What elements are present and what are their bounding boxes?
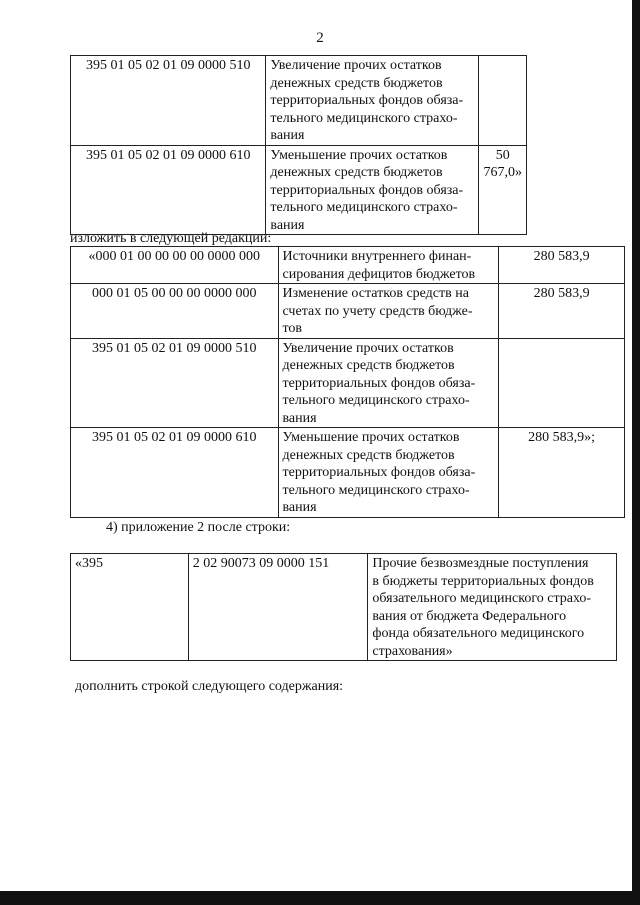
description-line: Источники внутреннего финан- [282, 249, 472, 264]
scan-edge-right [632, 0, 640, 905]
section-heading: 4) приложение 2 после строки: [106, 520, 291, 535]
revenue-table [70, 553, 617, 661]
closing-text: дополнить строкой следующего содержания: [75, 679, 344, 694]
page-number: 2 [316, 30, 324, 46]
description-cell [278, 338, 499, 428]
description-line: счетах по учету средств бюдже- [282, 303, 473, 319]
amount-cell [479, 56, 527, 146]
description-cell [278, 428, 499, 518]
description-line: денежных средств бюджетов [282, 447, 455, 463]
description-line: вания [282, 410, 317, 426]
description-cell [368, 554, 617, 661]
description-line: территориальных фондов обяза- [270, 93, 464, 108]
admin-code-cell: «395 [71, 554, 189, 661]
description-line: денежных средств бюджетов [270, 75, 443, 91]
description-line: Уменьшение прочих остатков [282, 430, 460, 445]
description-line: обязательного медицинского страхо- [372, 591, 592, 606]
budget-code-cell: 395 01 05 02 01 09 0000 510 [71, 338, 279, 428]
description-line: в бюджеты территориальных фондов [372, 573, 594, 589]
table-row [71, 284, 625, 339]
description-line: денежных средств бюджетов [282, 358, 455, 373]
table-row [71, 247, 625, 284]
budget-code-cell: 2 02 90073 09 0000 151 [188, 554, 368, 661]
description-line: страхования» [372, 643, 453, 659]
amount-cell: 50 767,0» [479, 145, 527, 235]
budget-code-cell: 395 01 05 02 01 09 0000 610 [71, 428, 279, 518]
description-line: территориальных фондов обяза- [270, 182, 464, 198]
description-line: денежных средств бюджетов [270, 165, 443, 180]
intro-text: изложить в следующей редакции: [70, 231, 272, 246]
amount-cell: 280 583,9 [499, 247, 625, 284]
amount-cell: 280 583,9»; [499, 428, 625, 518]
description-line: Изменение остатков средств на [282, 286, 469, 301]
table-row [71, 56, 527, 146]
description-cell [278, 247, 499, 284]
description-line: вания [282, 500, 317, 515]
description-line: вания [270, 128, 305, 143]
description-line: тельного медицинского страхо- [270, 200, 458, 215]
description-line: тельного медицинского страхо- [270, 110, 458, 126]
description-line: тельного медицинского страхо- [282, 482, 470, 498]
description-cell [278, 284, 499, 339]
description-cell [266, 56, 479, 146]
description-line: территориальных фондов обяза- [282, 465, 476, 480]
description-cell [266, 145, 479, 235]
description-line: Прочие безвозмездные поступления [372, 556, 589, 571]
description-line: Увеличение прочих остатков [282, 340, 454, 356]
description-line: вания от бюджета Федерального [372, 608, 567, 624]
table-row [71, 145, 527, 235]
description-line: тельного медицинского страхо- [282, 393, 470, 408]
budget-code-cell: «000 01 00 00 00 00 0000 000 [71, 247, 279, 284]
scan-edge-bottom [0, 891, 640, 905]
description-line: территориальных фондов обяза- [282, 375, 476, 391]
table-row [71, 338, 625, 428]
description-line: Увеличение прочих остатков [270, 58, 442, 73]
table-row [71, 554, 617, 661]
amount-cell [499, 338, 625, 428]
budget-code-cell: 395 01 05 02 01 09 0000 510 [71, 56, 266, 146]
description-line: Уменьшение прочих остатков [270, 147, 448, 163]
description-line: фонда обязательного медицинского [372, 626, 585, 641]
table-row [71, 428, 625, 518]
description-line: сирования дефицитов бюджетов [282, 266, 476, 282]
description-line: тов [282, 321, 303, 336]
sources-table-original [70, 55, 527, 235]
budget-code-cell: 000 01 05 00 00 00 0000 000 [71, 284, 279, 339]
sources-table-new [70, 246, 625, 518]
description-line: вания [270, 217, 305, 233]
amount-cell: 280 583,9 [499, 284, 625, 339]
budget-code-cell: 395 01 05 02 01 09 0000 610 [71, 145, 266, 235]
